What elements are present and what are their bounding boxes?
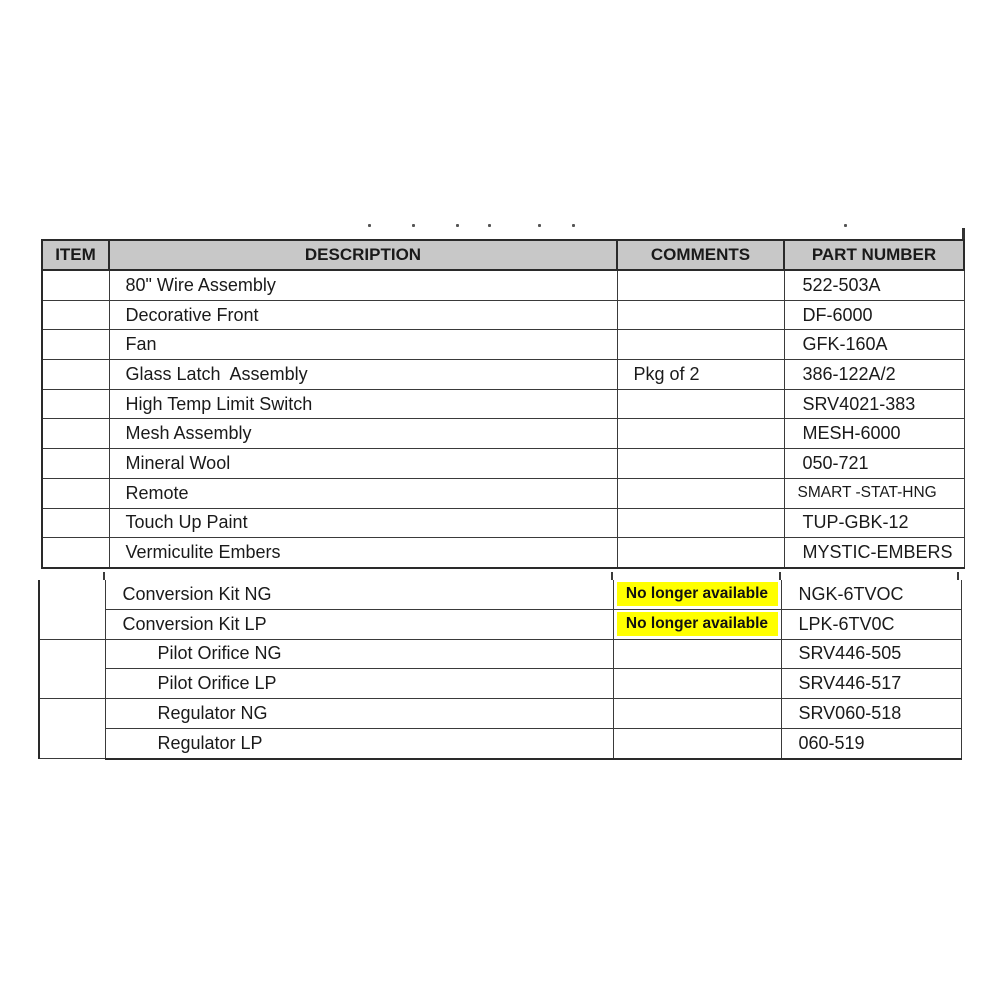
comments-cell xyxy=(617,478,784,508)
column-divider-stub xyxy=(779,572,781,580)
part-number-cell: LPK-6TV0C xyxy=(781,609,961,639)
comments-cell xyxy=(613,728,781,758)
table-row xyxy=(42,419,964,449)
table-row xyxy=(42,330,964,360)
description-cell: Conversion Kit NG xyxy=(105,580,613,609)
part-number-cell: 386-122A/2 xyxy=(784,360,964,390)
part-number-cell: GFK-160A xyxy=(784,330,964,360)
part-number-cell: SRV4021-383 xyxy=(784,389,964,419)
part-number-cell: SRV446-505 xyxy=(781,639,961,669)
comments-cell xyxy=(613,609,781,639)
part-number-cell: SMART -STAT-HNG xyxy=(784,478,964,508)
item-cell xyxy=(42,538,109,568)
description-cell: 80" Wire Assembly xyxy=(109,270,617,300)
description-cell: Decorative Front xyxy=(109,300,617,330)
comments-cell xyxy=(617,508,784,538)
description-cell: Touch Up Paint xyxy=(109,508,617,538)
table-row xyxy=(42,478,964,508)
comments-cell xyxy=(617,449,784,479)
header-row xyxy=(42,240,964,270)
column-divider-stub xyxy=(611,572,613,580)
description-cell: Mesh Assembly xyxy=(109,419,617,449)
table-row xyxy=(42,270,964,300)
description-cell: Regulator NG xyxy=(105,699,613,729)
item-cell xyxy=(39,580,105,639)
description-cell: High Temp Limit Switch xyxy=(109,389,617,419)
item-cell xyxy=(42,389,109,419)
description-cell: Conversion Kit LP xyxy=(105,609,613,639)
description-cell: Glass Latch Assembly xyxy=(109,360,617,390)
header-item: ITEM xyxy=(42,240,109,270)
header-comments: COMMENTS xyxy=(617,240,784,270)
part-number-cell: MESH-6000 xyxy=(784,419,964,449)
part-number-cell: DF-6000 xyxy=(784,300,964,330)
item-cell xyxy=(42,270,109,300)
comments-cell xyxy=(613,669,781,699)
part-number-cell: 060-519 xyxy=(781,728,961,758)
item-cell xyxy=(39,699,105,759)
table-row xyxy=(42,300,964,330)
item-cell xyxy=(42,508,109,538)
table-row xyxy=(42,389,964,419)
part-number-cell: TUP-GBK-12 xyxy=(784,508,964,538)
description-cell: Fan xyxy=(109,330,617,360)
table-row xyxy=(42,449,964,479)
comments-cell xyxy=(617,538,784,568)
comments-cell xyxy=(617,300,784,330)
description-cell: Pilot Orifice LP xyxy=(105,669,613,699)
item-cell xyxy=(42,330,109,360)
table-row xyxy=(42,538,964,568)
comments-cell xyxy=(613,639,781,669)
comments-cell xyxy=(613,699,781,729)
comments-cell xyxy=(617,389,784,419)
comments-cell xyxy=(617,330,784,360)
table-row xyxy=(39,728,961,758)
availability-badge: No longer available xyxy=(617,582,778,606)
table-row xyxy=(39,669,961,699)
table-row xyxy=(39,639,961,669)
item-cell xyxy=(42,300,109,330)
part-number-cell: NGK-6TVOC xyxy=(781,580,961,609)
table-row xyxy=(39,699,961,729)
availability-badge: No longer available xyxy=(617,612,778,636)
description-cell: Pilot Orifice NG xyxy=(105,639,613,669)
table-row xyxy=(42,360,964,390)
item-cell xyxy=(42,449,109,479)
item-cell xyxy=(42,478,109,508)
comments-cell xyxy=(613,580,781,609)
header-description: DESCRIPTION xyxy=(109,240,617,270)
table-row xyxy=(39,580,961,609)
comments-cell xyxy=(617,419,784,449)
table-row xyxy=(39,609,961,639)
item-cell xyxy=(42,360,109,390)
table-row xyxy=(42,508,964,538)
part-number-cell: MYSTIC-EMBERS xyxy=(784,538,964,568)
item-cell xyxy=(39,639,105,699)
part-number-cell: SRV060-518 xyxy=(781,699,961,729)
comments-cell: Pkg of 2 xyxy=(617,360,784,390)
column-divider-stub xyxy=(957,572,959,580)
part-number-cell: 522-503A xyxy=(784,270,964,300)
parts-table xyxy=(41,239,965,569)
comments-cell xyxy=(617,270,784,300)
description-cell: Vermiculite Embers xyxy=(109,538,617,568)
part-number-cell: 050-721 xyxy=(784,449,964,479)
cropped-text-fragment xyxy=(360,222,960,230)
description-cell: Regulator LP xyxy=(105,728,613,758)
part-number-cell: SRV446-517 xyxy=(781,669,961,699)
header-part-number: PART NUMBER xyxy=(784,240,964,270)
column-divider-stub xyxy=(103,572,105,580)
item-cell xyxy=(42,419,109,449)
conversion-kit-table xyxy=(38,580,962,760)
description-cell: Remote xyxy=(109,478,617,508)
description-cell: Mineral Wool xyxy=(109,449,617,479)
